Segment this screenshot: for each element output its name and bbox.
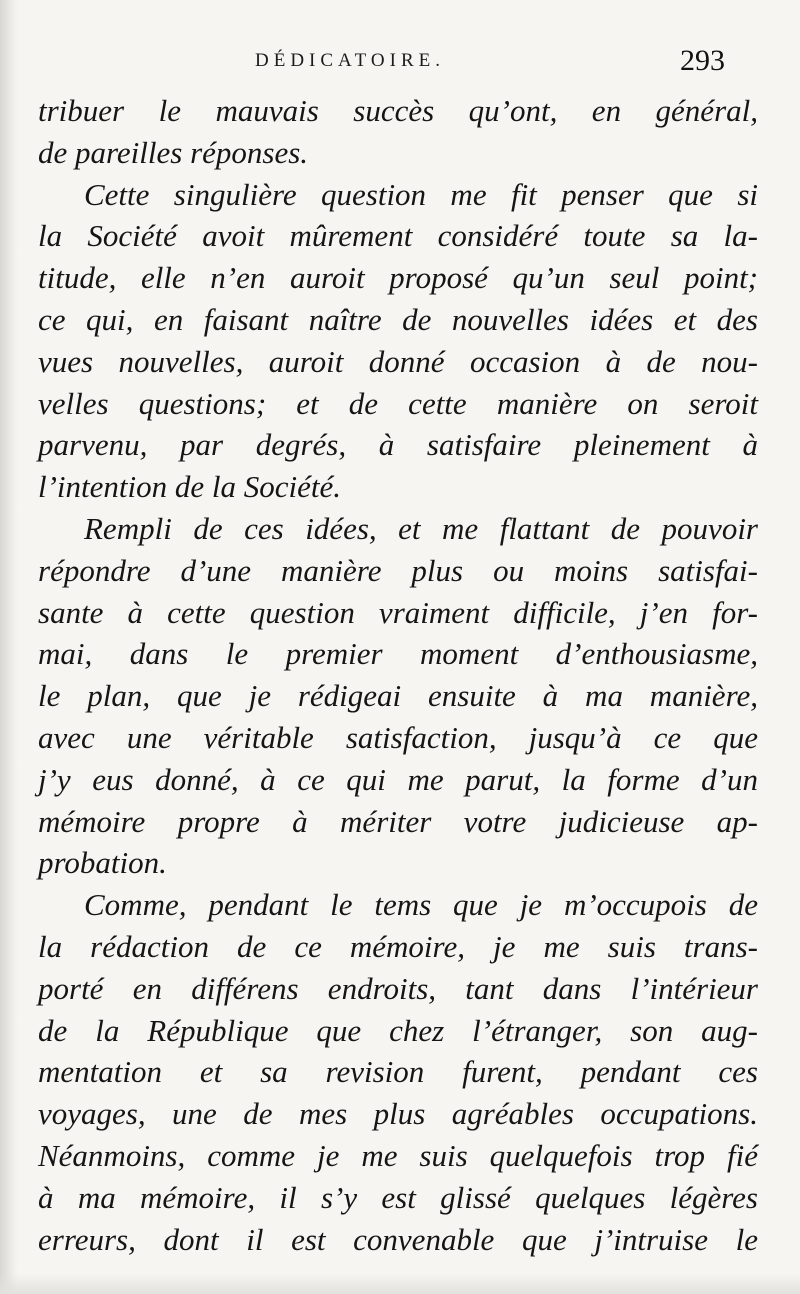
text-line: porté en différens endroits, tant dans l’intérieur	[38, 970, 758, 1006]
text-line: mentation et sa revision furent, pendant ces	[38, 1054, 758, 1090]
text-line: la rédaction de ce mémoire, je me suis trans-	[38, 928, 758, 964]
text-line: probation.	[38, 845, 167, 881]
text-line: l’intention de la Société.	[38, 469, 342, 505]
page-number: 293	[680, 44, 725, 77]
text-line: mémoire propre à mériter votre judicieuse ap-	[38, 803, 758, 839]
text-line: le plan, que je rédigeai ensuite à ma manière,	[38, 678, 758, 714]
text-line: tribuer le mauvais succès qu’ont, en général,	[38, 93, 758, 128]
text-line: avec une véritable satisfaction, jusqu’à ce que	[38, 719, 758, 755]
text-line: Comme, pendant le tems que je m’occupois de	[84, 887, 758, 923]
text-line: la Société avoit mûrement considéré toute sa la-	[38, 218, 758, 254]
text-line: voyages, une de mes plus agréables occupations.	[38, 1096, 758, 1132]
text-line: à ma mémoire, il s’y est glissé quelques légères	[38, 1179, 758, 1215]
text-line: mai, dans le premier moment d’enthousiasme,	[38, 636, 758, 672]
running-head: DÉDICATOIRE.	[255, 50, 446, 71]
body-text	[38, 90, 758, 1260]
text-line: sante à cette question vraiment difficile, j’en for-	[38, 594, 758, 630]
text-line: j’y eus donné, à ce qui me parut, la forme d’un	[38, 761, 758, 797]
text-line: ce qui, en faisant naître de nouvelles idées et des	[38, 301, 758, 337]
text-line: Néanmoins, comme je me suis quelquefois trop fié	[38, 1137, 758, 1173]
page-gutter-shadow	[0, 0, 18, 1294]
text-line: erreurs, dont il est convenable que j’intruise le	[38, 1221, 758, 1257]
text-line: velles questions; et de cette manière on seroit	[38, 385, 758, 421]
page-header	[0, 44, 800, 84]
text-line: titude, elle n’en auroit proposé qu’un seul point;	[38, 260, 758, 296]
text-line: vues nouvelles, auroit donné occasion à de nou-	[38, 343, 758, 379]
text-line: de pareilles réponses.	[38, 134, 309, 170]
text-line: Rempli de ces idées, et me flattant de pouvoir	[84, 510, 758, 546]
page-bottom-shadow	[0, 1274, 800, 1294]
text-line: parvenu, par degrés, à satisfaire pleinement à	[38, 427, 758, 463]
text-line: répondre d’une manière plus ou moins satisfai-	[38, 552, 758, 588]
text-line: de la République que chez l’étranger, son aug-	[38, 1012, 758, 1048]
text-line: Cette singulière question me fit penser que si	[84, 176, 758, 212]
